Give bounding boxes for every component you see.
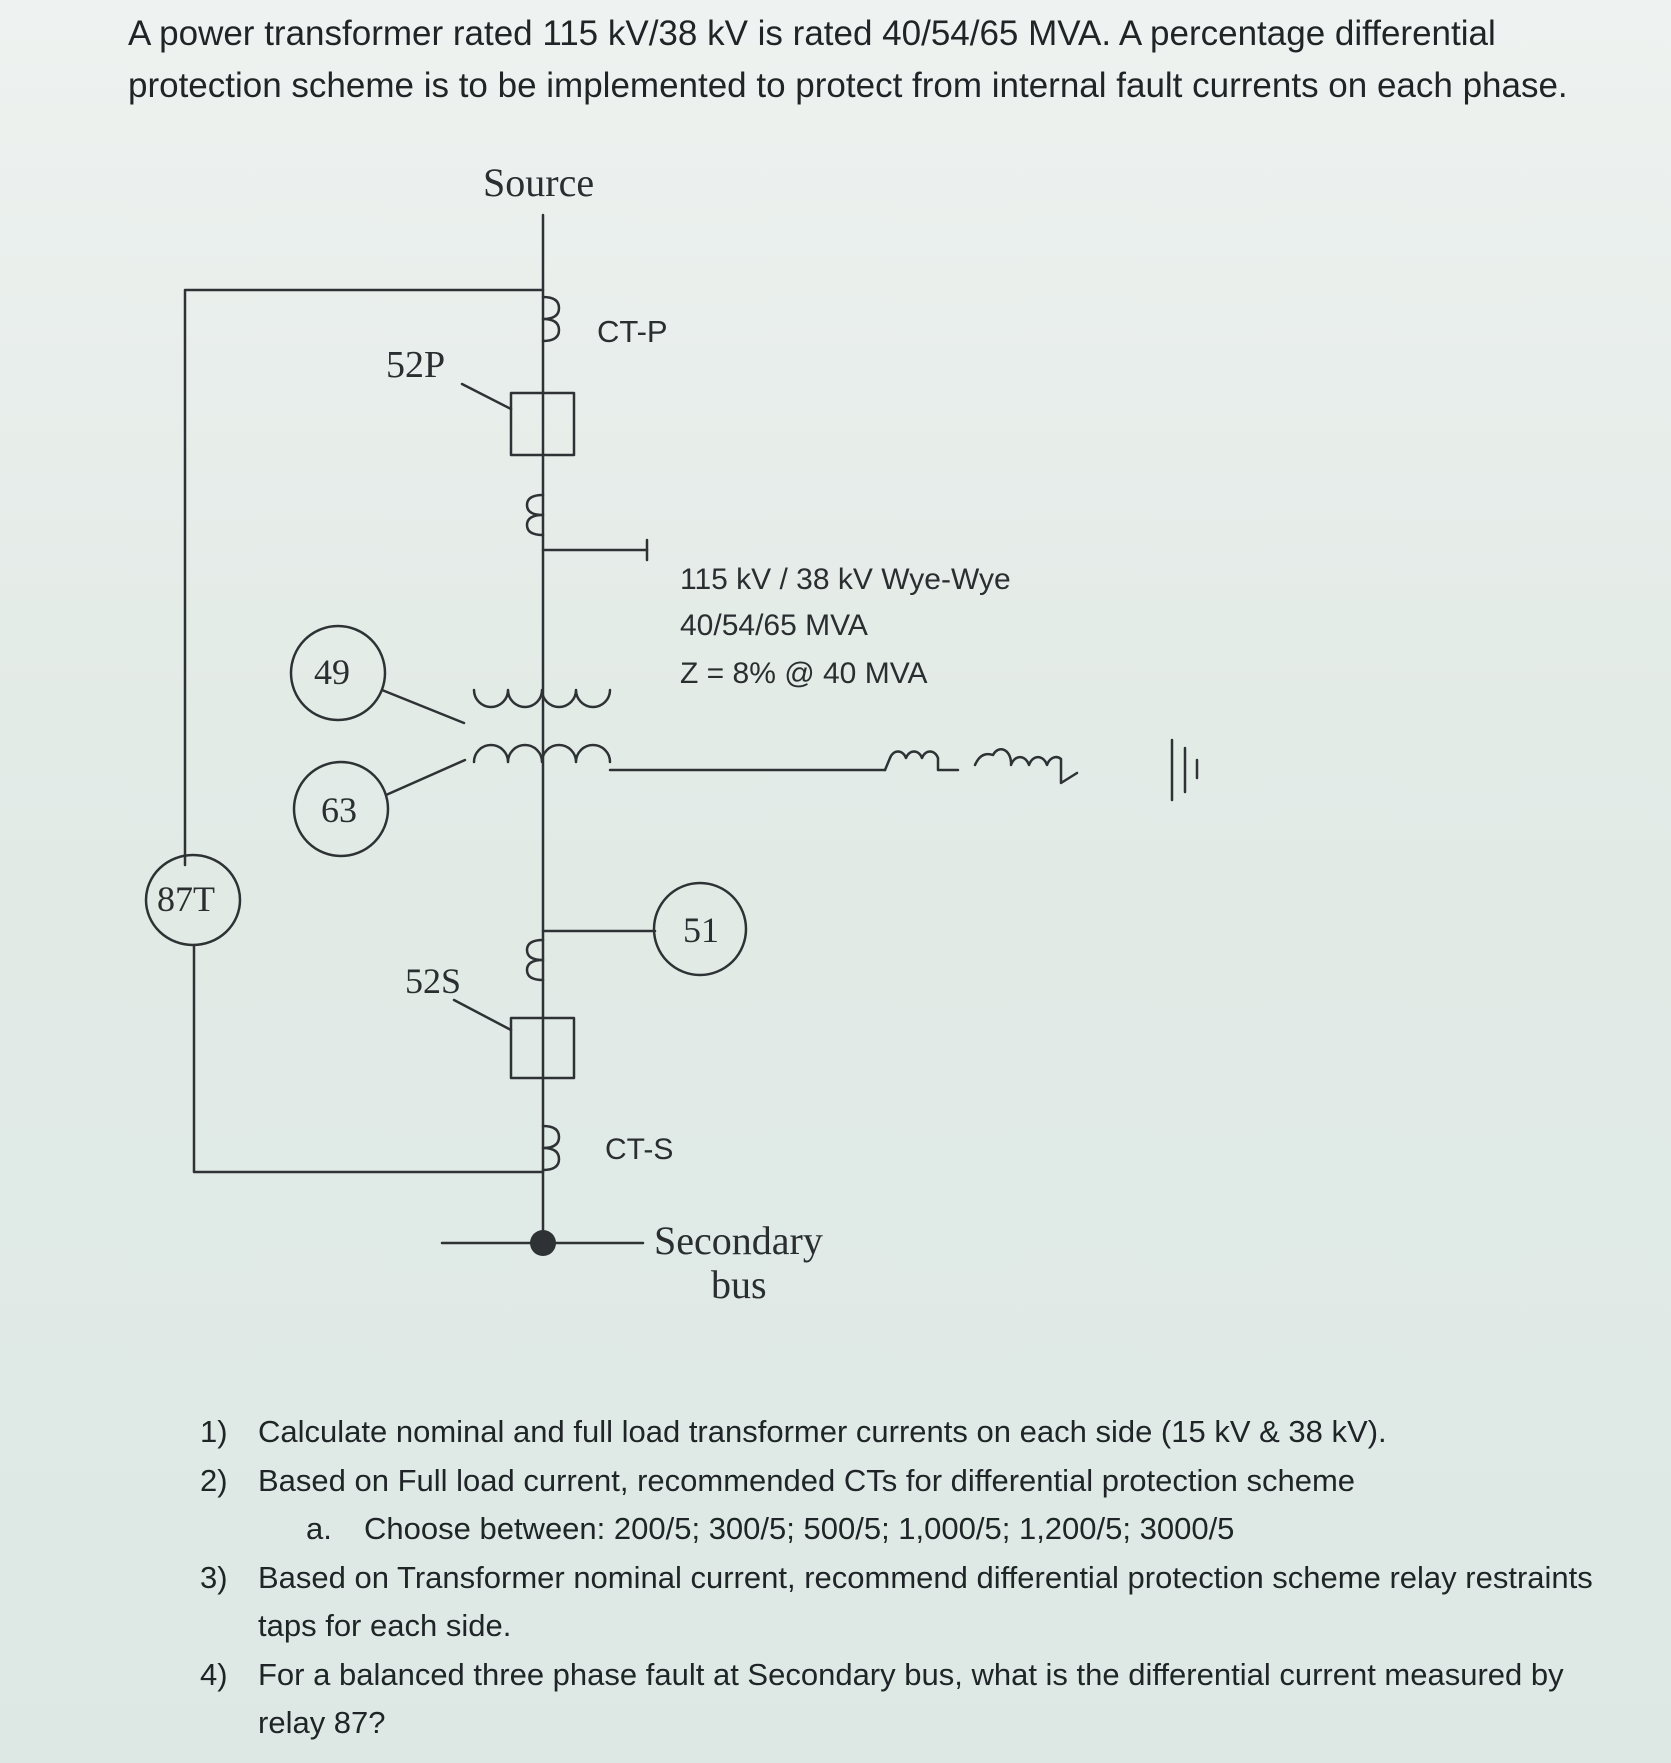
relay-87t-label: 87T — [157, 879, 215, 919]
relay-51-label: 51 — [683, 910, 719, 950]
neutral-reactor-symbol — [975, 749, 1077, 783]
transformer-rating-line1: 115 kV / 38 kV Wye-Wye — [680, 563, 1011, 596]
question-number: 1) — [200, 1414, 228, 1449]
relay-63-label: 63 — [321, 790, 357, 830]
secondary-bus-label-line2: bus — [711, 1262, 767, 1307]
breaker-52s-leader — [454, 1000, 511, 1030]
question-2a — [200, 1505, 1620, 1554]
relay-49-label: 49 — [314, 652, 350, 692]
relay-49-leader — [382, 690, 464, 723]
source-label: Source — [483, 160, 595, 205]
question-1 — [200, 1408, 1620, 1457]
question-number: a. — [306, 1511, 332, 1546]
transformer-rating-line2: 40/54/65 MVA — [680, 609, 868, 642]
ct-primary-label: CT-P — [597, 314, 668, 349]
question-text: Calculate nominal and full load transformer currents on each side (15 kV & 38 kV). — [258, 1414, 1387, 1449]
question-text: Choose between: 200/5; 300/5; 500/5; 1,000/5; 1,200/5; 3000/5 — [364, 1511, 1235, 1546]
question-number: 4) — [200, 1656, 228, 1692]
relay-63-leader — [386, 760, 465, 795]
secondary-bus-label-line1: Secondary — [654, 1218, 823, 1263]
breaker-52p-leader — [462, 384, 511, 409]
transformer-rating-line3: Z = 8% @ 40 MVA — [680, 657, 928, 690]
breaker-52s-label: 52S — [405, 961, 462, 1001]
ct-secondary-label: CT-S — [605, 1133, 674, 1166]
question-4 — [200, 1651, 1620, 1748]
neutral-ct-symbol — [885, 751, 958, 770]
question-text: Based on Full load current, recommended CTs for differential protection scheme — [258, 1462, 1356, 1498]
ct-secondary-wiring — [194, 945, 543, 1172]
secondary-bus-node — [530, 1230, 556, 1256]
question-number: 3) — [200, 1559, 228, 1595]
question-text: Based on Transformer nominal current, recommend differential protection scheme relay restraints taps for each side. — [258, 1559, 1593, 1643]
ct-primary-wiring — [185, 290, 543, 865]
bushing-ct-primary — [527, 495, 543, 535]
problem-statement: A power transformer rated 115 kV/38 kV is rated 40/54/65 MVA. A percentage differential protection scheme is to be implemented to protect from internal fault currents on each phase. — [128, 14, 1568, 105]
ct-secondary-symbol — [543, 1126, 559, 1170]
bushing-ct-secondary — [527, 940, 543, 980]
question-number: 2) — [200, 1462, 228, 1498]
breaker-52p-label: 52P — [386, 344, 446, 386]
question-list — [200, 1408, 1620, 1748]
question-text: For a balanced three phase fault at Secondary bus, what is the differential current measured by relay 87? — [258, 1656, 1564, 1740]
question-2 — [200, 1457, 1620, 1506]
question-3 — [200, 1554, 1620, 1651]
ct-primary-symbol — [543, 297, 559, 341]
